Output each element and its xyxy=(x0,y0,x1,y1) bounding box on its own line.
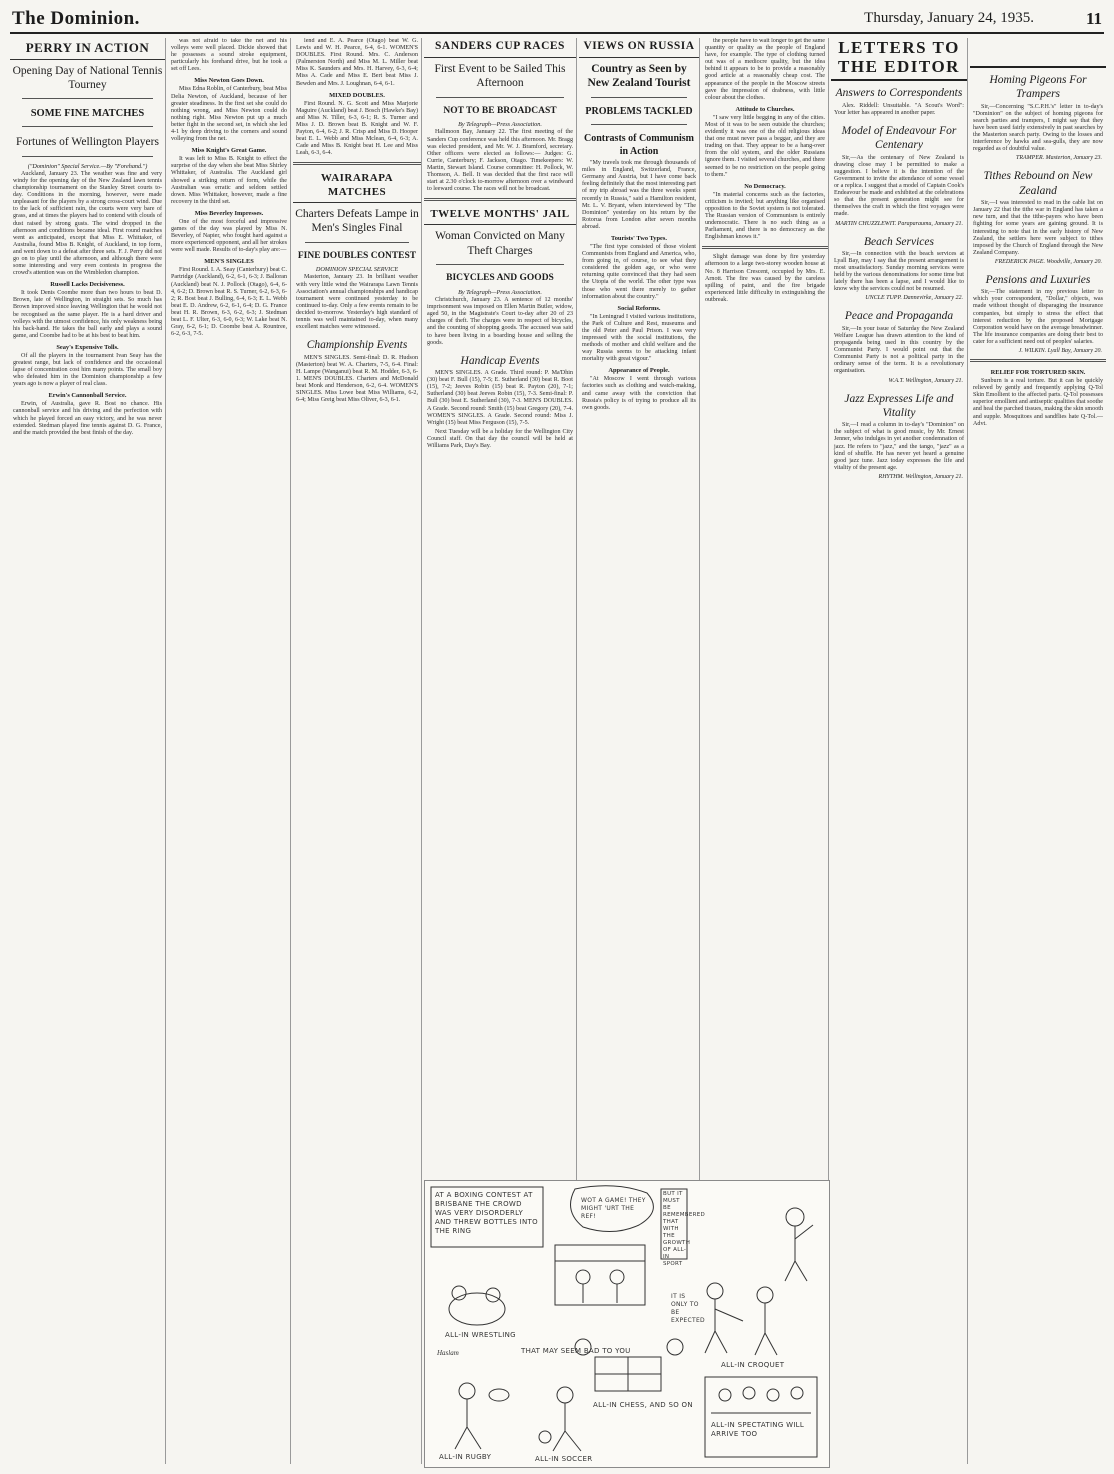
subheading: No Democracy. xyxy=(744,182,786,190)
headline: PERRY IN ACTION xyxy=(10,38,165,60)
divider xyxy=(436,97,564,98)
letter-signature: MARTIN CHUZZLEWIT. Paraparaumu, January 21. xyxy=(835,220,963,227)
subheading: Tourists' Two Types. xyxy=(611,234,667,242)
column-8 xyxy=(970,38,1106,1464)
letter-signature: FREDERICK PAGE. Woodville, January 20. xyxy=(994,258,1102,265)
article-body: Of all the players in the tournament Ivan Seay has the greatest range, but lack of confidence and the occasional lapse of concentration cost him many points. The small boy who defeated him in the Dominion championship a few years ago is now a player of real class. xyxy=(13,352,162,388)
deck: NOT TO BE BROADCAST xyxy=(443,105,557,116)
article-body: Masterton, January 23. In brilliant weather with very little wind the Wairarapa Lawn Tennis Association's annual championships and handicap tournament were continued yesterday to be continued to-day. Only a few events remain to be decided to-morrow. Yesterday's high standard of tennis was well maintained to-day, when many excellent matches were witnessed. xyxy=(296,274,418,331)
deck: First Event to be Sailed This Afternoon xyxy=(434,62,566,90)
divider xyxy=(591,124,687,125)
subheading: Championship Events xyxy=(306,339,408,352)
article-body: Miss Edna Roblin, of Canterbury, beat Miss Delia Newton, of Auckland, because of her greater steadiness. In the first set she could do nothing wrong, and Miss Newton could do nothing right. Miss Newton put up a much better fight in the second set, in which she led 4-1 by deep driving to the corners and sound volleying from the net. xyxy=(171,86,287,143)
letter-heading: Homing Pigeons For Trampers xyxy=(989,74,1087,101)
cartoon-label: ALL-IN WRESTLING xyxy=(445,1331,516,1339)
results-text: First Round. N. G. Scott and Miss Marjorie Maguire (Auckland) beat J. Bosch (Hawke's Bay) and Miss N. Tiller, 6-3, 6-1; R. S. Turner and Miss J. D. Brown beat B. Knight and W. F. Payton, 6-4, 6-2; J. R. Crisp and Miss D. Hooper beat E. L. Webb and Miss Mclean, 6-4, 6-3; A. Cade and Miss B. Knight beat H. Lee and Miss Leah, 6-3, 6-4. xyxy=(296,100,418,157)
subheading: Miss Newton Goes Down. xyxy=(194,77,264,85)
letter-heading: Tithes Rebound on New Zealand xyxy=(983,170,1093,197)
letter-body: Sir,—I was interested to read in the cable list on January 22 that the tithe war in England has taken a new turn, and that the tithe-payers who have been fighting for some years are gaining ground. It is interesting to note that in the early history of New Zealand, the settlers here were subject to tithes imposed by the Church of England through the New Zealand Company. xyxy=(973,200,1103,256)
cartoon-caption: AT A BOXING CONTEST AT BRISBANE THE CROWD WAS VERY DISORDERLY AND THREW BOTTLES INTO THE RING xyxy=(435,1191,538,1235)
letter-body: Sir,—The statement in my previous letter to which your correspondent, "Dollar," objects, was made without thought of disparaging the insurance companies, but simply to stress the effect that interest reduction by the proposed Mortgage Corporation would have on the average breadwinner. The life insurance companies are doing their best to cater for a sufficient need out of peoples' salaries. xyxy=(973,289,1103,345)
results-heading: MIXED DOUBLES. xyxy=(329,91,385,99)
cartoon-label: ALL-IN CROQUET xyxy=(721,1361,785,1369)
divider xyxy=(22,156,153,157)
divider xyxy=(293,162,421,165)
page-number: 11 xyxy=(1085,9,1102,28)
letter-heading: Beach Services xyxy=(864,235,934,248)
letter-body: Sir,—Concerning "S.C.P.H.'s" letter in to-day's "Dominion" on the subject of homing pigeons for search parties and trampers, I might say that they have been used fairly extensively in past searches by the Masterton search party. Owing to the losses and interference by hawks and sea-gulls, they are now regarded as of doubtful value. xyxy=(973,103,1103,153)
article-body: It took Denis Coombe more than two hours to beat D. Brown, late of Wellington, in straight sets. So much has Brown improved since leaving Wellington that he would not be recognised as the same player. He is a hard driver and volleys with the utmost confidence, his only weakness being his back-hand. He takes the ball early and plays a sound game, and Coombe had to be at his best to beat him. xyxy=(13,290,162,339)
subheading: Attitude to Churches. xyxy=(735,105,795,113)
article-body: Christchurch, January 23. A sentence of 12 months' imprisonment was imposed on Ellen Martin Butler, widow, aged 50, in the Magistrate's Court to-day after 20 of 23 charges of theft. The charges were in respect of bicycles, and the counting of shopping goods. The accused was said to have been living in a boarding house and selling the goods. xyxy=(427,297,573,346)
column-7 xyxy=(831,38,968,1464)
letter-body: Sir,—In your issue of Saturday the New Zealand Welfare League has drawn attention to the kind of propaganda being used in this country by the Communist Party. I would point out that the Communist Party is not a political party in the ordinary sense of the term. It is a revolutionary organisation. xyxy=(834,325,964,375)
cartoon-label: ALL-IN CHESS, AND SO ON xyxy=(593,1401,693,1409)
article-body: It was left to Miss B. Knight to effect the surprise of the day when she beat Miss Shirley Whittaker, of Australia. The Auckland girl showed a striking return of form, while the Australian was erratic and seldom settled down. Miss Whittaker, however, made a fine recovery in the third set. xyxy=(171,156,287,205)
letter-signature: W.A.T. Wellington, January 21. xyxy=(888,377,963,384)
subheading: Handicap Events xyxy=(460,354,540,367)
results-heading: MEN'S SINGLES xyxy=(204,258,254,266)
subheading: Social Reforms. xyxy=(617,304,661,312)
letter-heading: Model of Endeavour For Centenary xyxy=(841,124,957,152)
byline: ("Dominion" Special Service.—By "Forehand.") xyxy=(27,162,148,170)
column-3 xyxy=(293,38,422,1464)
results-text: MEN'S SINGLES. Semi-final: D. R. Hudson (Masterton) beat W. A. Charters, 7-5, 6-4. Final: H. Lampe (Wanganui) beat R. M. Hodder, 6-3, 6-1. MEN'S DOUBLES. Charters and McDonald beat Monk and Henderson, 6-2, 6-4. WOMEN'S SINGLES. Miss Lowe beat Miss Williams, 6-2, 6-4; Miss Greig beat Miss Oliver, 6-3, 6-1. xyxy=(296,354,418,404)
cartoon-caption: BUT IT MUST BE REMEMBERED THAT WITH THE GROWTH OF ALL-IN SPORT xyxy=(663,1191,706,1267)
cartoon-label: ALL-IN RUGBY xyxy=(439,1453,492,1461)
deck: Contrasts of Communism in Action xyxy=(584,133,694,157)
deck: SOME FINE MATCHES xyxy=(30,108,145,120)
cartoon-label: ALL-IN SPECTATING WILL ARRIVE TOO xyxy=(711,1421,805,1438)
subheading: Erwin's Cannonball Service. xyxy=(48,392,127,400)
cartoon-panel xyxy=(424,1180,830,1468)
cartoon-label: ALL-IN SOCCER xyxy=(535,1455,593,1463)
deck: Woman Convicted on Many Theft Charges xyxy=(435,230,565,257)
letter-signature: UNCLE TUPP. Dannevirke, January 22. xyxy=(865,295,963,302)
artist-signature: Haslam xyxy=(437,1349,459,1357)
article-body: "In material concerns such as the factories, criticism is invited; but anything like organised opposition to the Soviet system is not tolerated. The Russian version of Communism is entirely undemocratic. There is no such thing as a Parliament, and there is no democracy as the Englishman knows it." xyxy=(705,191,825,241)
deck: BICYCLES AND GOODS xyxy=(446,273,554,284)
letter-body: Sir,—In connection with the beach services at Lyall Bay, may I say that the present arrangement is most unsatisfactory. Sunday morning services were held by the various denominations for some time but lately there has been a lapse, and I would like to know why the services could not be resumed. xyxy=(834,250,964,293)
letter-body: Sir,—I read a column in to-day's "Dominion" on the subject of what is good music, by Mr. Ernest Jenner, who indulges in yet another condemnation of jazz. He refers to "jazz," and the tango, "jazz" as a kind of shuffle. He has never yet heard a genuine good jazz tune. Jazz today expresses the life and vitality of the present age. xyxy=(834,422,964,471)
deck: Opening Day of National Tennis Tourney xyxy=(12,64,163,91)
letter-signature: J. WILKIN. Lyall Bay, January 20. xyxy=(1018,348,1102,355)
letter-body: Alex. Riddell: Unsuitable. "A Scout's Word": Your letter has appeared in another paper. xyxy=(834,102,964,116)
subheading: Miss Beverley Impresses. xyxy=(194,209,264,217)
divider xyxy=(436,264,564,265)
divider xyxy=(22,98,153,99)
article-body: Next Tuesday will be a holiday for the Wellington City Council staff. On that day the council will be held at Williams Park, Day's Bay. xyxy=(427,428,573,450)
column-2 xyxy=(168,38,291,1464)
paper-name: The Dominion. xyxy=(12,8,140,29)
article-body: One of the most forceful and impressive games of the day was played by Miss N. Beverley, of Napier, who fought hard against a more experienced opponent, and all her strokes were well made. Results of to-day's play are:— xyxy=(171,218,287,254)
subheading: Appearance of People. xyxy=(608,367,670,375)
divider xyxy=(702,246,828,249)
dateline: Thursday, January 24, 1935. xyxy=(864,10,1034,26)
headline: WAIRARAPA MATCHES xyxy=(293,170,421,202)
divider xyxy=(424,198,576,201)
byline: DOMINION SPECIAL SERVICE xyxy=(315,266,399,274)
masthead xyxy=(10,6,1104,34)
column-1 xyxy=(10,38,166,1464)
advertisement-body: Sunburn is a real torture. But it can be quickly relieved by gently and frequently applying Q-Tol Skin Emollient to the affected parts. Q-Tol possesses superior emollient and antiseptic qualities that soothe and heal the parched tissues, making the skin smooth and supple. Mosquitoes and sandflies hate Q-Tol.—Advt. xyxy=(973,378,1103,427)
letter-signature: RHYTHM. Wellington, January 21. xyxy=(878,473,963,480)
subheading: Miss Knight's Great Game. xyxy=(191,147,267,155)
headline: VIEWS ON RUSSIA xyxy=(579,38,699,58)
article-body: "The first type consisted of those violent Communists from England and America, who, from going in, of course, to see what they considered the golden age, or who were returning quite convinced that they had seen the Utopia of the world. The other type was those who went there merely to gather information about the country." xyxy=(582,243,696,300)
letter-heading: Peace and Propaganda xyxy=(844,310,954,323)
divider xyxy=(970,359,1106,362)
deck: Fortunes of Wellington Players xyxy=(16,136,159,149)
letter-heading: Answers to Correspondents xyxy=(835,87,963,100)
article-body: "My travels took me through thousands of miles in England, Switzerland, France, Germany and Austria, but I have come back feeling definitely that the most interesting part of my trip abroad was the three weeks spent recently in Russia," said a Hamilton resident, Mr. L. V. Bryant, when interviewed by "The Dominion" yesterday on his return by the Rotorua from London after seven months abroad. xyxy=(582,160,696,230)
cartoon-caption: IT IS ONLY TO BE EXPECTED xyxy=(671,1293,705,1324)
divider xyxy=(591,97,687,98)
subheading: Seay's Expensive Tolls. xyxy=(56,343,119,351)
divider xyxy=(305,242,409,243)
deck: FINE DOUBLES CONTEST xyxy=(297,250,417,261)
cartoon-caption: THAT MAY SEEM BAD TO YOU xyxy=(521,1347,631,1355)
speech-bubble: WOT A GAME! THEY MIGHT 'URT THE REF! xyxy=(581,1197,646,1220)
letter-body: Sir,—As the centenary of New Zealand is drawing close may I be permitted to make a suggestion. I believe it is the intention of the Government to invite the attendance of some vessel or a replica. I suggest that a model of Captain Cook's Endeavour be made and exhibited at the celebrations so that the present generation might see for themselves the craft in which the first voyages were made. xyxy=(834,154,964,218)
section-headline: LETTERS TO THE EDITOR xyxy=(831,38,967,81)
results-text: lend and E. A. Pearce (Otago) beat W. G. Lewis and W. H. Pearce, 6-4, 6-1. WOMEN'S DOUBLES. First Round. Mrs. C. Anderson (Palmerston North) and Miss M. L. Miller beat Miss K. Saunders and Mrs. H. Harvey, 6-3, 6-4; Miss A. Cade and Miss E. Bert beat Miss J. Bewden and Mrs. J. Loughnan, 6-4, 6-1. xyxy=(296,38,418,87)
section-rule xyxy=(970,38,1106,68)
results-text: MEN'S SINGLES. A Grade. Third round: P. Ma'Dhin (30) beat F. Bull (15), 7-5; E. Sutherland (30) beat R. Boot (15), 7-2; Jeeves Robin (15) beat R. Payton (20), 7-1; Sutherland (30) beat Jeeves Robin (15), 7-3. Semi-final: P. Bull (30) beat E. Sutherland (30), 7-3. MEN'S DOUBLES. A Grade. Second round: Smith (15) beat Gregory (20), 7-4. WOMEN'S SINGLES. A Grade. Second round: Miss J. Wright (15) beat Miss Ferguson (15), 7-5. xyxy=(427,370,573,426)
article-body: Hallmoon Bay, January 22. The first meeting of the Sanders Cup conference was held this afternoon. Mr. Bragg was elected president, and Mr. W. J. Bramford, secretary. Other officers were elected as follows:— Judges: G. Currie, Canterbury; F. Jackson, Otago. Timekeepers: W. Martin, Stewart Island. Course committee: H. Pollock, W. Thomson, A. Bell. It was decided that the first race will start at 2.30 o'clock to-morrow afternoon over a windward to leeward course. The races will not be broadcast. xyxy=(427,129,573,193)
results-text: First Round. I. A. Seay (Canterbury) beat C. Partridge (Auckland), 6-2, 6-1, 6-3; J. Balloran (Auckland) beat N. J. Pollock (Otago), 6-4, 6-4, 6-2; D. Brown beat R. S. Turner, 6-2, 6-3, 6-2; R. Bost beat J. Bulling, 6-4, 6-3; E. L. Webb beat E. D. Andrew, 6-2, 6-1, 6-4; D. G. France beat H. R. Brown, 6-3, 6-2, 6-3; J. Stedman beat L. F. Ulter, 6-3, 6-0, 6-3; W. Lake beat N. Gray, 6-2, 6-1; D. Coombe beat A. Rountree, 6-2, 6-3, 7-5. xyxy=(171,267,287,338)
headline: TWELVE MONTHS' JAIL xyxy=(424,206,576,225)
divider xyxy=(22,126,153,127)
headline: SANDERS CUP RACES xyxy=(424,38,576,58)
advertisement-heading: RELIEF FOR TORTURED SKIN. xyxy=(990,369,1086,377)
deck: Charters Defeats Lampe in Men's Singles Final xyxy=(295,207,419,235)
article-body: was not afraid to take the net and his volleys were well placed. Dickie showed that he possesses a sound stroke equipment, particularly his forehand drive, but he took a set off Lees. xyxy=(171,38,287,73)
deck: Country as Seen by New Zealand Tourist xyxy=(587,62,691,90)
article-body: Erwin, of Australia, gave R. Bost no chance. His cannonball service and his driving and the perfection with which he played forced an easy victory, and he was never extended. Stedman played fine tennis against D. G. France, and the match provided the best finish of the day. xyxy=(13,401,162,436)
article-body: "At Moscow I went through various factories such as clothing and watch-making, and came away with the conviction that Russia's policy is of trying to produce all its own goods. xyxy=(582,376,696,411)
subheading: Russell Lacks Decisiveness. xyxy=(50,281,125,289)
article-body: "In Leningrad I visited various institutions, the Park of Culture and Rest, museums and the old Peter and Paul Prison. I was very impressed with the social institutions, the methods of mother and child welfare and the way Russia seems to be attacking infant mortality with great vigour." xyxy=(582,313,696,363)
article-body: Slight damage was done by fire yesterday afternoon to a large two-storey wooden house at No. 8 Harrison Crescent, occupied by Mrs. E. Arnott. The fire was caused by the careless spilling of paint, and the fire brigade experienced little difficulty in extinguishing the outbreak. xyxy=(705,254,825,303)
letter-signature: TRAMPER. Masterton, January 23. xyxy=(1016,155,1102,162)
byline: By Telegraph—Press Association. xyxy=(458,289,542,297)
article-body: Auckland, January 23. The weather was fine and very windy for the opening day of the New Zealand lawn tennis championship tournament on the Stanley Street courts to-day. Conditions in the morning, however, were made unpleasant for the players by a strong cross-court wind. Due to the lack of sufficient rain, the courts were very bare of grass, and at times the players had to contend with clouds of dust raised by strong gusts. The wind dropped in the afternoon and conditions became ideal. First round matches went as anticipated, except that Miss E. Whittaker, of Australia, found Miss B. Knight, of Auckland, in top form, and went down to a defeat after three sets. F. J. Perry did not go on to play until the afternoon, and although there were some interesting and very even contests in progress the crowd's attention was on the Wimbledon champion. xyxy=(13,170,162,277)
letter-heading: Jazz Expresses Life and Vitality xyxy=(844,392,954,419)
byline: By Telegraph—Press Association. xyxy=(458,121,542,129)
article-body: the people have to wait longer to get the same quantity or quality as the people of England have, for example. The type of clothing turned out was of a mediocre quality, but the idea behind it appears to be to provide a reasonably good article at a reasonably cheap cost. The appearance of the people in the Moscow streets gave the impression of drabness, with little colour about the clothes. xyxy=(705,38,825,101)
article-body: "I saw very little begging in any of the cities. Most of it was to be seen outside the churches; evidently it was one of the old religious ideas that one must never pass a beggar, and they are trading on that. They appear to be a hang-over from the old system, and the older Russians ignore them. I visited several churches, and there seemed to be no restriction on the people going to them." xyxy=(705,114,825,178)
deck: PROBLEMS TACKLED xyxy=(585,105,693,117)
letter-heading: Pensions and Luxuries xyxy=(985,273,1091,286)
